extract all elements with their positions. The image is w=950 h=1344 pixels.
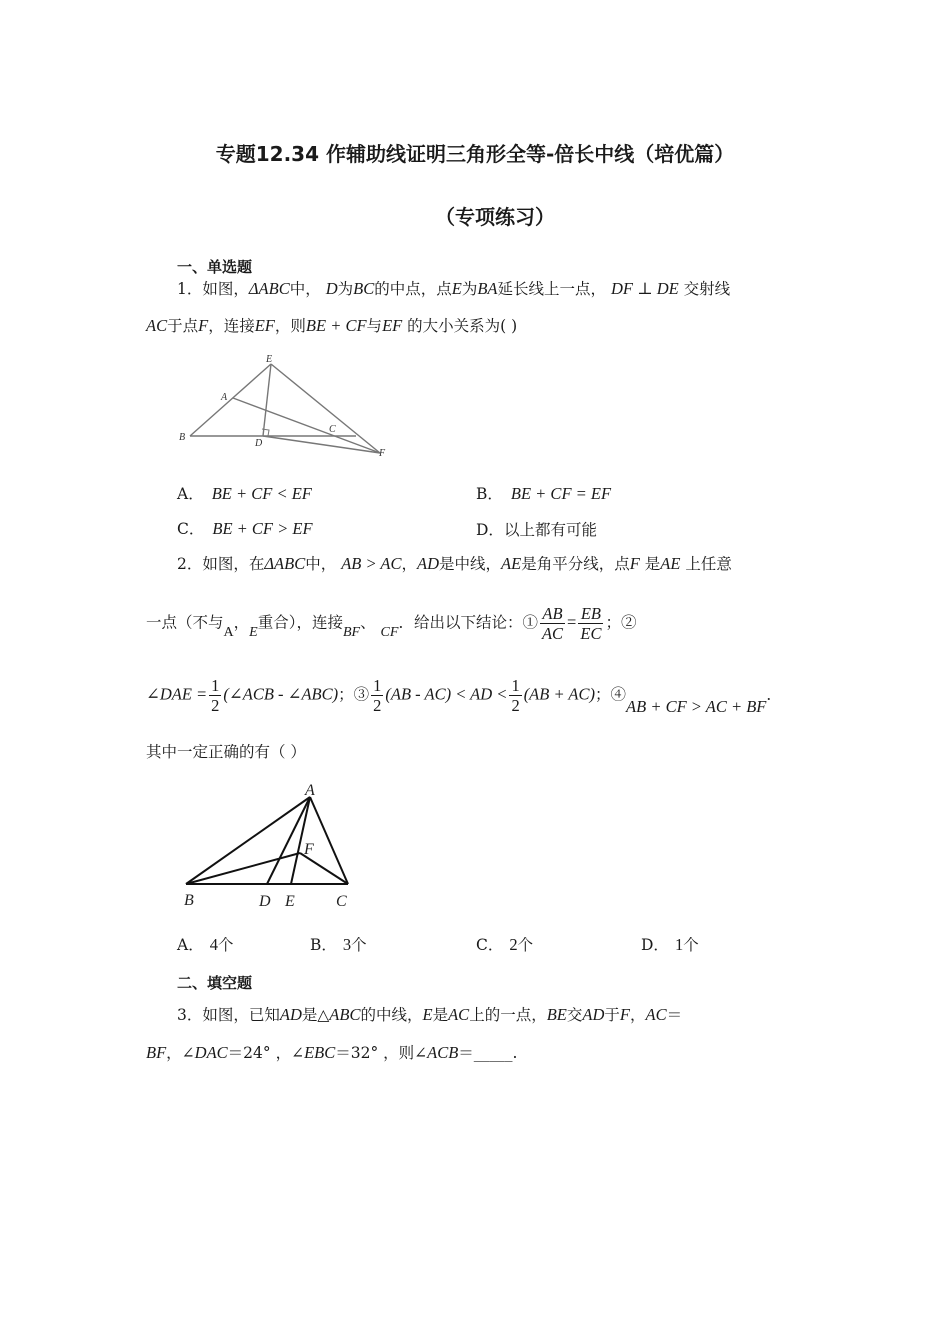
- q2-line2: 一点（不与A，E重合），连接BF、 CF．给出以下结论：① $\frac{AB}{AC}$ = $\frac{EB}{EC}$ ；②: [146, 604, 637, 643]
- q3-line1: 3．如图，已知AD是△ABC的中线，E是AC上的一点，BE交AD于F，AC＝: [177, 1005, 683, 1024]
- q2-option-b[interactable]: B． 3个: [310, 935, 367, 954]
- q2-fraction-eb-ec: $\frac{EB}{EC}$: [580, 604, 602, 643]
- q1-line-ED: [263, 364, 271, 436]
- q2-label-A: A: [305, 782, 315, 799]
- page-subtitle: （专项练习）: [435, 205, 555, 229]
- q2-line-AB: [186, 797, 310, 884]
- q1-label-D: D: [255, 438, 263, 449]
- q1-option-b[interactable]: B． BE + CF = EF: [476, 484, 612, 503]
- q2-triangle-figure: [176, 778, 366, 913]
- page-title: 专题12.34 作辅助线证明三角形全等-倍长中线（培优篇）: [215, 142, 735, 166]
- q1-label-C: C: [329, 424, 336, 435]
- q1-line-BE: [190, 364, 271, 436]
- q2-option-c[interactable]: C． 2个: [476, 935, 534, 954]
- q2-line-BF: [186, 853, 300, 884]
- q2-line3: ∠DAE = $\frac{1}{2}$ (∠ACB - ∠ABC)；③ $\frac{1}{2}$ (AB - AC) < AD < $\frac{1}{2}$ (AB + AC)；④AB + CF > AC + BF．: [146, 676, 782, 716]
- q2-option-d[interactable]: D． 1个: [641, 935, 699, 954]
- q2-label-D: D: [259, 893, 271, 910]
- q2-label-C: C: [336, 893, 347, 910]
- q2-line4: 其中一定正确的有（ ）: [146, 743, 306, 761]
- q2-fraction-half-3: $\frac{1}{2}$: [511, 676, 520, 715]
- q2-fraction-half-1: $\frac{1}{2}$: [211, 676, 220, 715]
- q2-label-B: B: [184, 892, 194, 909]
- q2-label-F: F: [304, 841, 314, 858]
- q3-answer-blank[interactable]: ＝_____.: [458, 1044, 518, 1062]
- q1-label-B: B: [179, 432, 186, 443]
- q1-line2: AC于点F，连接EF，则BE + CF与EF 的大小关系为( ): [146, 316, 518, 335]
- q1-line1: 1．如图，ΔABC中， D为BC的中点，点E为BA延长线上一点， DF ⊥ DE 交射线: [177, 279, 731, 298]
- q2-label-E: E: [285, 893, 295, 910]
- section-single-choice: 一、单选题: [177, 258, 253, 276]
- section-fill-blank: 二、填空题: [177, 974, 253, 992]
- q2-line1: 2．如图，在ΔABC中， AB > AC，AD是中线，AE是角平分线，点F 是AE 上任意: [177, 554, 732, 573]
- q1-label-E: E: [266, 354, 273, 365]
- q1-option-a[interactable]: A． BE + CF < EF: [177, 484, 312, 503]
- q2-fraction-half-2: $\frac{1}{2}$: [373, 676, 382, 715]
- q1-option-c[interactable]: C． BE + CF > EF: [177, 519, 313, 538]
- q1-label-F: F: [379, 448, 386, 459]
- q1-label-A: A: [221, 392, 228, 403]
- q2-fraction-ab-ac: $\frac{AB}{AC}$: [541, 604, 564, 643]
- q3-line2: BF，∠DAC＝24° ，∠EBC＝32° ，则∠ACB＝_____.: [146, 1043, 518, 1062]
- q1-option-d[interactable]: D．以上都有可能: [476, 521, 597, 539]
- q2-option-a[interactable]: A． 4个: [177, 935, 234, 954]
- q1-triangle-figure: [170, 352, 400, 464]
